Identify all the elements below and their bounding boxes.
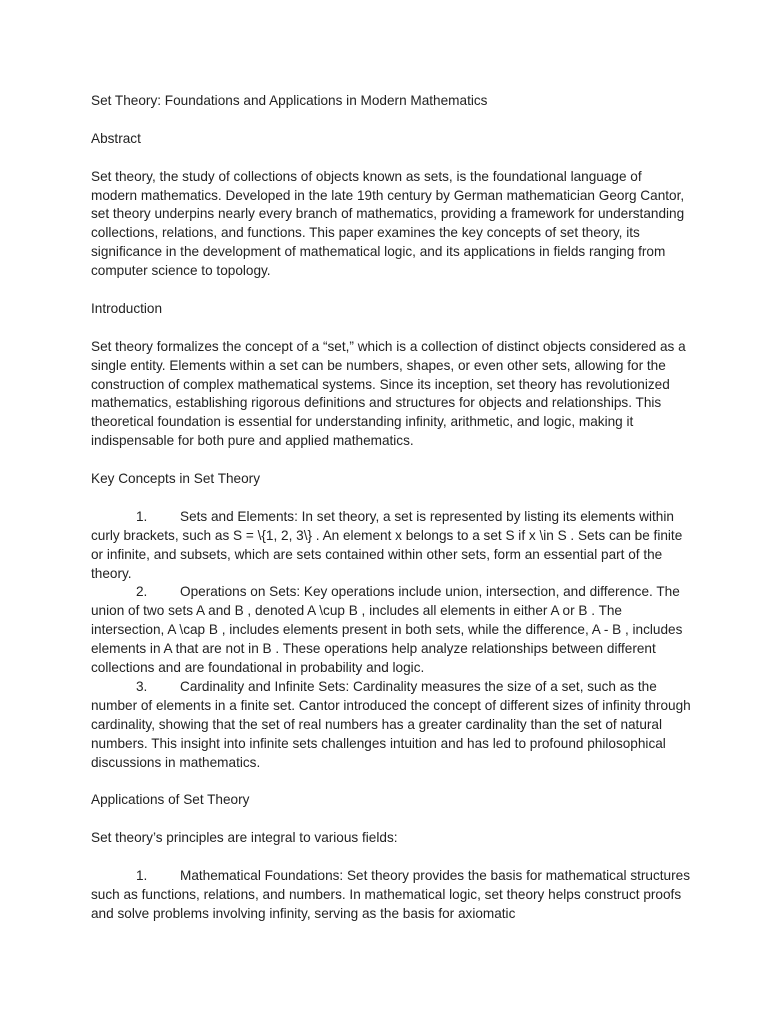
introduction-paragraph: Set theory formalizes the concept of a “set,” which is a collection of distinct objects considered as a single entity. Elements within a set can be numbers, shapes, or even other sets, allowing for the construction of complex mathematical systems. Since its inception, set theory has revolutionized mathematics, establishing rigorous definitions and structures for objects and relationships. This theoretical foundation is essential for understanding infinity, arithmetic, and logic, making it indispensable for both pure and applied mathematics.: [91, 338, 686, 449]
spacer: [91, 319, 691, 338]
key-concept-item: [91, 508, 691, 584]
spacer: [91, 773, 691, 792]
list-number: 3.: [136, 679, 148, 694]
document-page: [91, 92, 691, 924]
spacer: [91, 451, 691, 470]
abstract-paragraph: Set theory, the study of collections of objects known as sets, is the foundational language of modern mathematics. Developed in the late 19th century by German mathematician Georg Cantor, set theory underpins nearly every branch of mathematics, providing a framework for understanding collections, relations, and functions. This paper examines the key concepts of set theory, its significance in the development of mathematical logic, and its applications in fields ranging from computer science to topology.: [91, 168, 685, 279]
applications-intro: Set theory’s principles are integral to various fields:: [91, 830, 398, 846]
key-concept-item: [91, 583, 691, 678]
list-item-text: Sets and Elements: In set theory, a set is represented by listing its elements within curly brackets, such as S = \{1, 2, 3\} . An element x belongs to a set S if x \in S . Sets can be finite or infinite, and subsets, which are sets contained within other sets, form an essential part of the theory.: [91, 508, 683, 581]
introduction-heading: Introduction: [91, 300, 163, 316]
list-number: 1.: [136, 508, 148, 524]
spacer: [91, 810, 691, 829]
document-title: Set Theory: Foundations and Applications in Modern Mathematics: [91, 93, 488, 108]
list-item-text: Cardinality and Infinite Sets: Cardinality measures the size of a set, such as the number of elements in a finite set. Cantor introduced the concept of different sizes of infinity through cardinality, showing that the set of real numbers has a greater cardinality than the set of natural numbers. This insight into infinite sets challenges intuition and has led to profound philosophical discussions in mathematics.: [91, 679, 691, 770]
key-concept-item: [91, 678, 691, 773]
list-item-text: Mathematical Foundations: Set theory provides the basis for mathematical structures such as functions, relations, and numbers. In mathematical logic, set theory helps construct proofs and solve problems involving infinity, serving as the basis for axiomatic: [91, 868, 691, 921]
spacer: [91, 848, 691, 867]
spacer: [91, 149, 691, 168]
spacer: [91, 489, 691, 508]
spacer: [91, 111, 691, 130]
application-item: [91, 867, 691, 924]
list-item-text: Operations on Sets: Key operations include union, intersection, and difference. The union of two sets A and B , denoted A \cup B , includes all elements in either A or B . The intersection, A \cap B , includes elements present in both sets, while the difference, A - B , includes elements in A that are not in B . These operations help analyze relationships between different collections and are foundational in probability and logic.: [91, 584, 683, 676]
abstract-heading: Abstract: [91, 130, 141, 146]
applications-heading: Applications of Set Theory: [91, 792, 250, 808]
key-concepts-heading: Key Concepts in Set Theory: [91, 471, 261, 487]
spacer: [91, 281, 691, 300]
list-number: 1.: [136, 868, 148, 884]
list-number: 2.: [136, 584, 148, 600]
